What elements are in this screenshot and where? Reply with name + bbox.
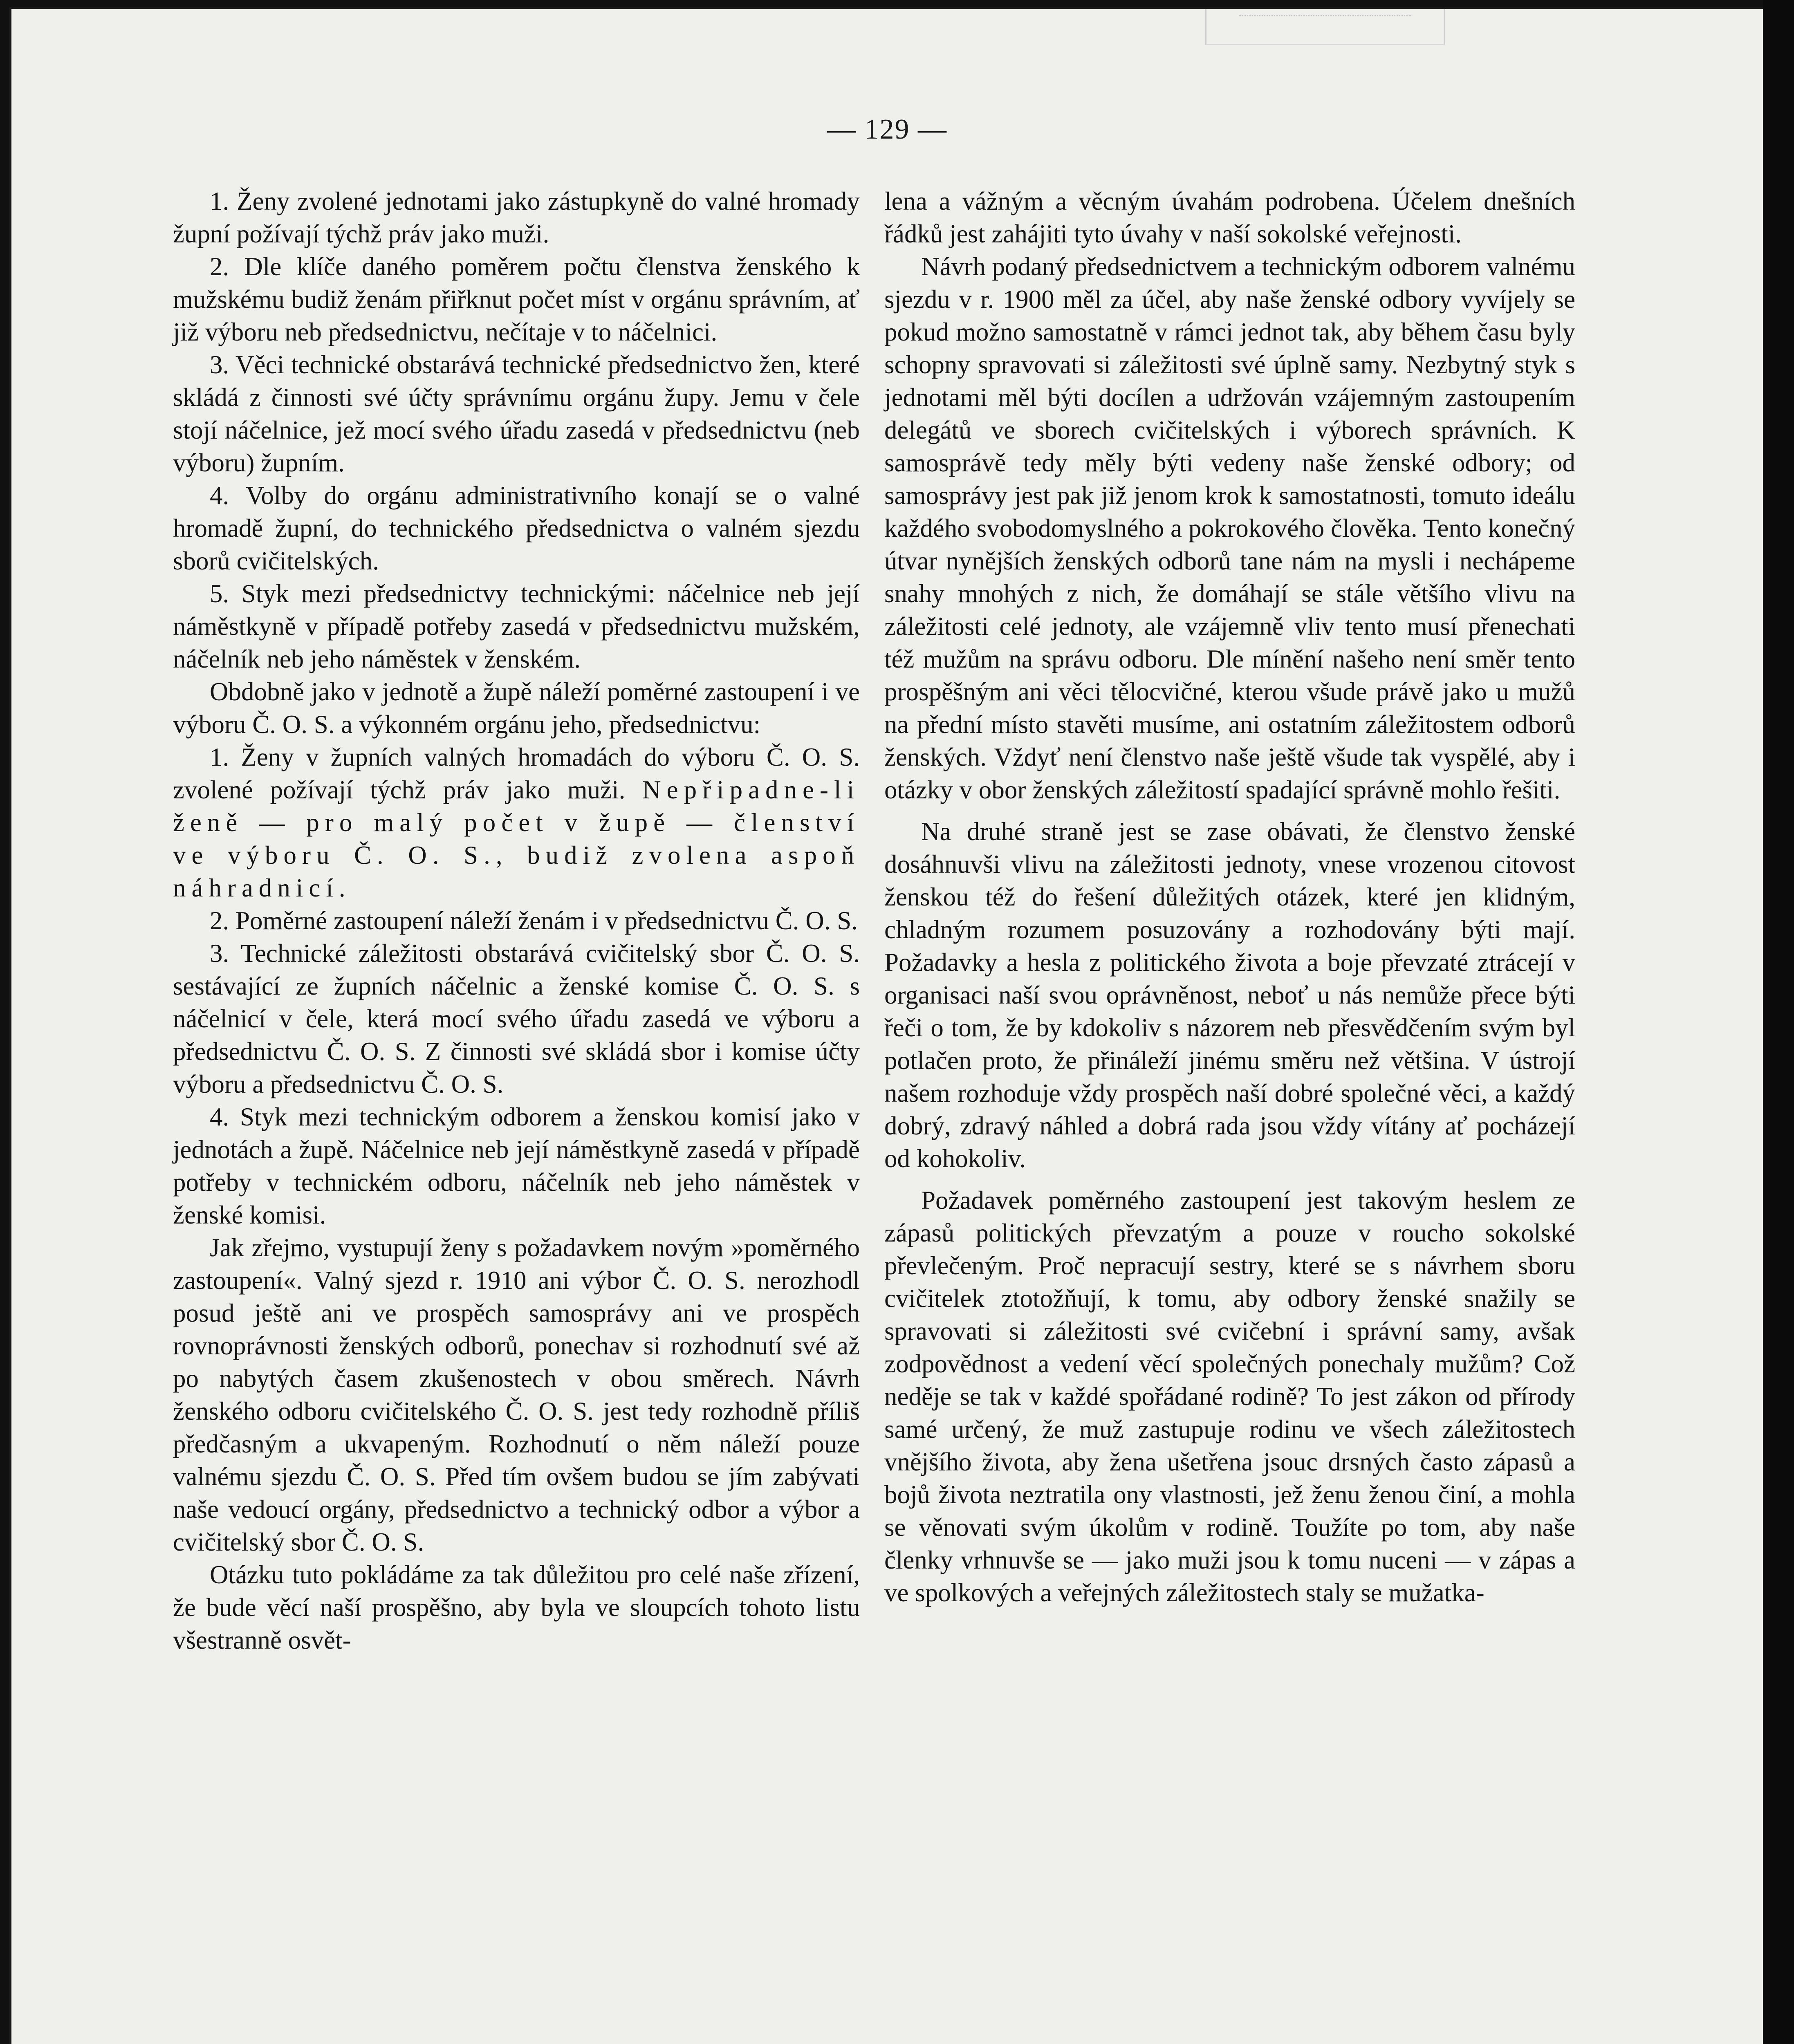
paragraph: 3. Technické záležitosti obstarává cvičitelský sbor Č. O. S. sestávající ze župních náčelnic a ženské komise Č. O. S. s náčelnicí v čele, která mocí svého úřadu zasedá ve výboru a předsednictvu Č. O. S. Z činnosti své skládá sbor i komise účty výboru a předsednictvu Č. O. S. <box>173 939 860 1098</box>
page-number-header: — 129 — <box>827 114 947 145</box>
left-column <box>173 185 860 1656</box>
paragraph: Jak zřejmo, vystupují ženy s požadavkem novým »poměrného zastoupení«. Valný sjezd r. 1910 ani výbor Č. O. S. nerozhodl posud ještě ani ve prospěch samosprávy ani ve prospěch rovnoprávnosti ženských odborů, ponechav si rozhodnutí své až po nabytých časem zkušenostech v obou směrech. Návrh ženského odboru cvičitelského Č. O. S. jest tedy rozhodně příliš předčasným a ukvapeným. Rozhodnutí o něm náleží pouze valnému sjezdu Č. O. S. Před tím ovšem budou se jím zabývati naše vedoucí orgány, předsednictvo a technický odbor a výbor a cvičitelský sbor Č. O. S. <box>173 1233 860 1556</box>
scan-edge <box>1763 0 1794 2044</box>
paragraph <box>173 741 860 904</box>
paragraph: 3. Věci technické obstarává technické předsednictvo žen, které skládá z činnosti své účty správnímu orgánu župy. Jemu v čele stojí náčelnice, jež mocí svého úřadu zasedá v předsednictvu (neb výboru) župním. <box>173 350 860 477</box>
paragraph: 2. Dle klíče daného poměrem počtu členstva ženského k mužskému budiž ženám přiřknut počet míst v orgánu správním, ať již výboru neb předsednictvu, nečítaje v to náčelnici. <box>173 252 860 346</box>
paragraph: Otázku tuto pokládáme za tak důležitou pro celé naše zřízení, že bude věcí naší prospěšno, aby byla ve sloupcích tohoto listu všestranně osvět- <box>173 1560 860 1654</box>
library-stamp <box>1205 9 1445 45</box>
paragraph-text: 1. Ženy v župních valných hromadách do výboru Č. O. S. zvolené požívají týchž práv jako muži. <box>173 743 860 804</box>
paragraph: 2. Poměrné zastoupení náleží ženám i v předsednictvu Č. O. S. <box>210 906 858 935</box>
paragraph: 5. Styk mezi předsednictvy technickými: náčelnice neb její náměstkyně v případě potřeby zasedá v předsednictvu mužském, náčelník neb jeho náměstek v ženském. <box>173 579 860 673</box>
paragraph: 4. Volby do orgánu administrativního konají se o valné hromadě župní, do technického předsednictva o valném sjezdu sborů cvičitelských. <box>173 481 860 575</box>
right-column <box>884 185 1575 1609</box>
paragraph: Na druhé straně jest se zase obávati, že členstvo ženské dosáhnuvši vlivu na záležitosti jednoty, vnese vrozenou citovost ženskou též do řešení důležitých otázek, které jen klidným, chladným rozumem posuzovány a rozhodovány býti mají. Požadavky a hesla z politického života a boje převzaté ztrácejí v organisaci naší svou oprávněnost, neboť u nás nemůže přece býti řeči o tom, že by kdokoliv s názorem neb přesvědčením svým byl potlačen proto, že přináleží jinému směru než většina. V ústrojí našem rozhoduje vždy prospěch naší dobré společné věci, a každý dobrý, zdravý náhled a dobrá rada jsou vždy vítány ať pocházejí od kohokoliv. <box>884 817 1575 1173</box>
paragraph: 1. Ženy zvolené jednotami jako zástupkyně do valné hromady župní požívají týchž práv jako muži. <box>173 187 860 248</box>
paragraph: lena a vážným a věcným úvahám podrobena. Účelem dnešních řádků jest zahájiti tyto úvahy v naší sokolské veřejnosti. <box>884 187 1575 248</box>
paragraph: Návrh podaný předsednictvem a technickým odborem valnému sjezdu v r. 1900 měl za účel, aby naše ženské odbory vyvíjely se pokud možno samostatně v rámci jednot tak, aby během času byly schopny spravovati si záležitosti své úplně samy. Nezbytný styk s jednotami měl býti docílen a udržován vzájemným zastoupením delegátů ve sborech cvičitelských i výborech správních. K samosprávě tedy měly býti vedeny naše ženské odbory; od samosprávy jest pak již jenom krok k samostatnosti, tomuto ideálu každého svobodomyslného a pokrokového člověka. Tento konečný útvar nynějších ženských odborů tane nám na mysli i nechápeme snahy mnohých z nich, že domáhají se stále většího vlivu na záležitosti celé jednoty, ale vzájemně vliv tento musí přenechati též mužům na správu odboru. Dle mínění našeho není směr tento prospěšným ani věci tělocvičné, kterou všude právě jako u mužů na přední místo stavěti musíme, ani ostatním záležitostem odborů ženských. Vždyť není členstvo naše ještě všude tak vyspělé, aby i otázky v obor ženských záležitostí spadající správně mohlo řešiti. <box>884 252 1575 804</box>
paragraph: Obdobně jako v jednotě a župě náleží poměrné zastoupení i ve výboru Č. O. S. a výkonném orgánu jeho, předsednictvu: <box>173 677 860 739</box>
paragraph: 4. Styk mezi technickým odborem a ženskou komisí jako v jednotách a župě. Náčelnice neb její náměstkyně zasedá v případě potřeby v technickém odboru, náčelník neb jeho náměstek v ženské komisi. <box>173 1103 860 1229</box>
emphasized-text: Nepřipadne-li ženě — pro malý počet v župě — členství ve výboru Č. O. S., budiž zvolena aspoň náhradnicí. <box>173 775 860 902</box>
document-page <box>9 7 1763 2044</box>
paragraph: Požadavek poměrného zastoupení jest takovým heslem ze zápasů politických převzatým a pouze v roucho sokolské převlečeným. Proč nepracují sestry, které se s návrhem sboru cvičitelek ztotožňují, k tomu, aby odbory ženské snažily se spravovati si záležitosti své cvičební i správní samy, avšak zodpovědnost a vedení věcí společných ponechaly mužům? Což neděje se tak v každé spořádané rodině? To jest zákon od přírody samé určený, že muž zastupuje rodinu ve všech záležitostech vnějšího života, aby žena ušetřena jsouc drsných často zápasů a bojů života neztratila ony vlastnosti, jež ženu ženou činí, a mohla se věnovati svým úkolům v rodině. Toužíte po tom, aby naše členky vrhnuvše se — jako muži jsou k tomu nuceni — v zápas a ve spolkových a veřejných záležitostech staly se mužatka- <box>884 1186 1575 1607</box>
